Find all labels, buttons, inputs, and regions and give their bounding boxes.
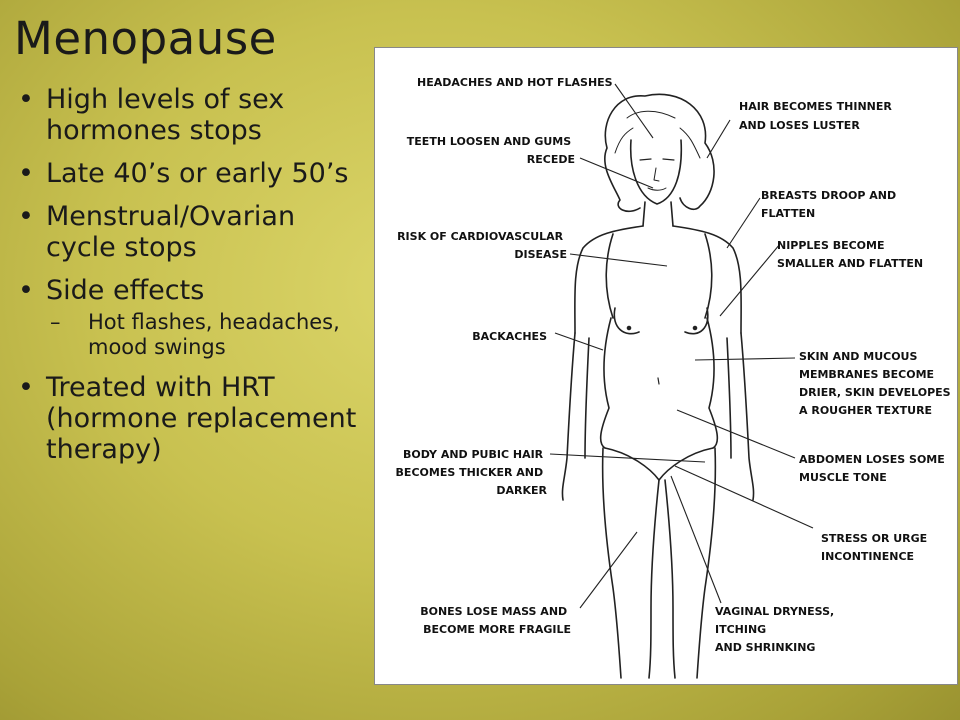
breast-left — [614, 308, 639, 334]
bullet-text: Side effects — [46, 275, 205, 306]
bullet-list — [14, 84, 364, 477]
bullet-marker: • — [18, 372, 34, 403]
label-stress: STRESS OR URGE INCONTINENCE — [821, 532, 928, 563]
left-leg — [603, 448, 659, 678]
sub-bullet-item — [46, 310, 364, 360]
right-leg — [665, 448, 715, 678]
label-headaches: HEADACHES AND HOT FLASHES — [417, 76, 613, 89]
sub-bullet-list — [46, 310, 364, 360]
menopause-diagram — [374, 47, 958, 685]
label-skin: SKIN AND MUCOUS MEMBRANES BECOME DRIER, SKIN DEVELOPES A ROUGHER TEXTURE — [799, 350, 951, 417]
label-abdomen: ABDOMEN LOSES SOME MUSCLE TONE — [799, 453, 945, 484]
label-bodyhair: BODY AND PUBIC HAIR BECOMES THICKER AND DARKER — [395, 448, 547, 497]
bullet-marker: • — [18, 275, 34, 306]
bullet-text: Late 40’s or early 50’s — [46, 158, 349, 189]
label-backaches: BACKACHES — [472, 330, 547, 343]
torso-outline — [575, 226, 741, 333]
bullet-item — [14, 201, 364, 263]
bullet-item — [14, 372, 364, 465]
face-outline — [631, 140, 682, 204]
right-arm — [727, 333, 754, 500]
bullet-text: Treated with HRT (hormone replacement therapy) — [46, 372, 357, 465]
left-arm — [562, 333, 589, 500]
label-nipples: NIPPLES BECOME SMALLER AND FLATTEN — [777, 239, 924, 270]
label-breasts: BREASTS DROOP AND FLATTEN — [761, 189, 897, 220]
bullet-item — [14, 158, 364, 189]
sub-bullet-text: Hot flashes, headaches, mood swings — [88, 310, 340, 359]
label-hair: HAIR BECOMES THINNER AND LOSES LUSTER — [739, 100, 892, 132]
bullet-marker: • — [18, 158, 34, 189]
bullet-marker: • — [18, 84, 34, 115]
label-bones: BONES LOSE MASS AND BECOME MORE FRAGILE — [420, 605, 571, 636]
sub-bullet-marker: – — [50, 310, 61, 334]
bullet-item — [14, 84, 364, 146]
breast-right — [685, 308, 708, 334]
label-cardio: RISK OF CARDIOVASCULAR DISEASE — [397, 230, 567, 261]
label-teeth: TEETH LOOSEN AND GUMS RECEDE — [406, 135, 575, 166]
diagram-canvas — [375, 48, 959, 686]
slide-title: Menopause — [14, 12, 277, 65]
bullet-marker: • — [18, 201, 34, 232]
bullet-text: Menstrual/Ovarian cycle stops — [46, 201, 296, 263]
bullet-text: High levels of sex hormones stops — [46, 84, 285, 146]
label-vaginal: VAGINAL DRYNESS, ITCHING AND SHRINKING — [715, 605, 835, 654]
body-illustration — [562, 94, 753, 678]
bullet-item — [14, 275, 364, 360]
